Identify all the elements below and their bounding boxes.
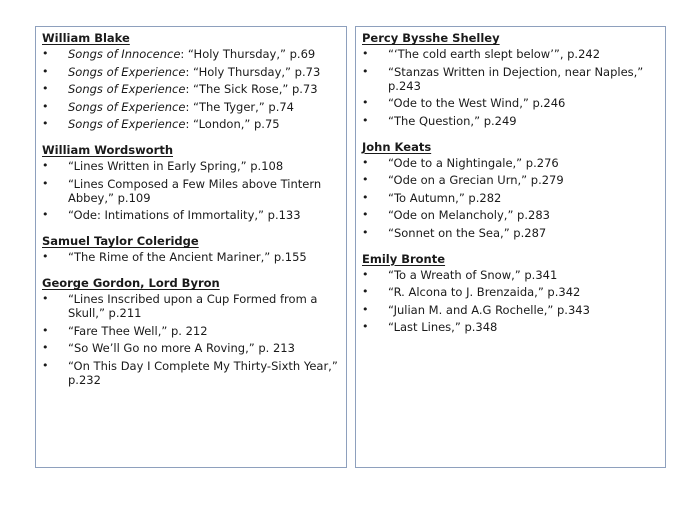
- author-section-john-keats: [356, 140, 665, 240]
- author-heading: George Gordon, Lord Byron: [42, 276, 220, 290]
- bullet-icon: •: [362, 225, 369, 239]
- bullet-icon: •: [42, 208, 49, 221]
- poem-title: “Ode on a Grecian Urn,” p.279: [388, 173, 564, 187]
- poem-list-item: [356, 173, 665, 187]
- bullet-icon: •: [42, 99, 49, 113]
- poem-title: : “The Tyger,” p.74: [185, 99, 294, 114]
- poem-list: [36, 250, 346, 264]
- bullet-icon: •: [42, 341, 49, 354]
- poem-title: “Lines Composed a Few Miles above Tintern Abbey,” p.109: [68, 176, 322, 205]
- poem-list-item: [356, 47, 665, 61]
- poem-list-item: [356, 114, 665, 128]
- collection-title: Songs of Experience: [68, 117, 186, 131]
- collection-title: Songs of Experience: [68, 64, 186, 79]
- poem-list-item: [36, 159, 346, 173]
- poem-title: : “Holy Thursday,” p.73: [185, 64, 321, 79]
- poem-list-item: [356, 285, 665, 299]
- poem-title: “‘The cold earth slept below’”, p.242: [388, 47, 601, 61]
- poem-list-item: [356, 191, 665, 205]
- bullet-icon: •: [362, 208, 369, 221]
- bullet-icon: •: [362, 267, 369, 281]
- poem-title: : “The Sick Rose,” p.73: [185, 82, 318, 96]
- poem-list: [36, 159, 346, 222]
- bullet-icon: •: [362, 47, 369, 60]
- poem-list-item: [36, 341, 346, 355]
- bullet-icon: •: [42, 82, 49, 95]
- poem-list-item: [356, 65, 665, 93]
- bullet-icon: •: [42, 64, 49, 78]
- poem-title: “The Question,” p.249: [388, 113, 517, 128]
- poem-title: “Last Lines,” p.348: [388, 320, 498, 334]
- poem-title: “On This Day I Complete My Thirty-Sixth Year,” p.232: [68, 358, 338, 387]
- author-heading: Samuel Taylor Coleridge: [42, 234, 199, 248]
- poem-list-item: [356, 156, 665, 170]
- left-column: [35, 26, 347, 468]
- poem-title: “Ode on Melancholy,” p.283: [388, 208, 550, 222]
- poem-title: “Ode: Intimations of Immortality,” p.133: [68, 208, 301, 222]
- poem-list-item: [36, 250, 346, 264]
- bullet-icon: •: [42, 292, 49, 305]
- bullet-icon: •: [362, 155, 369, 169]
- poem-list-item: [356, 96, 665, 110]
- author-heading: William Blake: [42, 31, 130, 45]
- bullet-icon: •: [42, 47, 49, 60]
- poem-list-item: [356, 320, 665, 334]
- bullet-icon: •: [42, 250, 49, 263]
- author-section-william-blake: [36, 31, 346, 131]
- poem-title: “Ode to the West Wind,” p.246: [388, 96, 566, 110]
- author-section-george-gordon-lord-byron: [36, 276, 346, 387]
- poem-list-item: [36, 82, 346, 96]
- bullet-icon: •: [362, 190, 369, 204]
- poem-list-item: [356, 303, 665, 317]
- author-heading: William Wordsworth: [42, 143, 174, 157]
- bullet-icon: •: [362, 96, 369, 109]
- poem-title: : “Holy Thursday,” p.69: [180, 47, 316, 61]
- bullet-icon: •: [42, 159, 49, 172]
- poem-title: “Lines Inscribed upon a Cup Formed from a Skull,” p.211: [68, 292, 318, 320]
- poem-list-item: [36, 100, 346, 114]
- poem-title: “To Autumn,” p.282: [388, 190, 502, 205]
- author-section-samuel-taylor-coleridge: [36, 234, 346, 264]
- poem-list: [356, 268, 665, 335]
- poem-list-item: [36, 359, 346, 387]
- poem-list-item: [36, 47, 346, 61]
- poem-list: [36, 292, 346, 387]
- poem-title: “The Rime of the Ancient Mariner,” p.155: [68, 250, 307, 264]
- collection-title: Songs of Innocence: [68, 47, 181, 61]
- collection-title: Songs of Experience: [68, 82, 186, 96]
- poem-title: : “London,” p.75: [185, 117, 280, 131]
- author-section-emily-bronte: [356, 252, 665, 335]
- bullet-icon: •: [42, 117, 49, 130]
- bullet-icon: •: [362, 285, 369, 298]
- bullet-icon: •: [362, 320, 369, 333]
- poem-title: “Lines Written in Early Spring,” p.108: [68, 159, 284, 173]
- bullet-icon: •: [42, 176, 49, 190]
- bullet-icon: •: [362, 302, 369, 316]
- poem-list: [36, 47, 346, 131]
- poem-list-item: [36, 65, 346, 79]
- bullet-icon: •: [362, 113, 369, 127]
- poem-title: “Ode to a Nightingale,” p.276: [388, 155, 559, 170]
- poem-list-item: [356, 226, 665, 240]
- poem-list-item: [356, 208, 665, 222]
- right-column: [355, 26, 666, 468]
- poem-list-item: [356, 268, 665, 282]
- poem-list: [356, 156, 665, 240]
- poem-title: “To a Wreath of Snow,” p.341: [388, 267, 558, 282]
- poem-title: “Stanzas Written in Dejection, near Naples,” p.243: [388, 64, 644, 93]
- poem-title: “So We’ll Go no more A Roving,” p. 213: [68, 341, 295, 355]
- author-heading: Percy Bysshe Shelley: [362, 31, 500, 45]
- poem-list-item: [36, 292, 346, 320]
- poem-title: “Fare Thee Well,” p. 212: [68, 323, 208, 338]
- poem-title: “Julian M. and A.G Rochelle,” p.343: [388, 302, 590, 317]
- poem-list-item: [36, 324, 346, 338]
- author-heading: Emily Bronte: [362, 251, 446, 266]
- poem-title: “Sonnet on the Sea,” p.287: [388, 225, 547, 240]
- poem-list-item: [36, 177, 346, 205]
- bullet-icon: •: [362, 173, 369, 186]
- poem-list: [356, 47, 665, 128]
- author-section-percy-bysshe-shelley: [356, 31, 665, 128]
- poem-list-item: [36, 117, 346, 131]
- bullet-icon: •: [42, 323, 49, 337]
- bullet-icon: •: [42, 358, 49, 372]
- author-heading: John Keats: [362, 139, 432, 154]
- poem-list-item: [36, 208, 346, 222]
- poem-title: “R. Alcona to J. Brenzaida,” p.342: [388, 285, 581, 299]
- author-section-william-wordsworth: [36, 143, 346, 222]
- bullet-icon: •: [362, 64, 369, 78]
- collection-title: Songs of Experience: [68, 99, 186, 114]
